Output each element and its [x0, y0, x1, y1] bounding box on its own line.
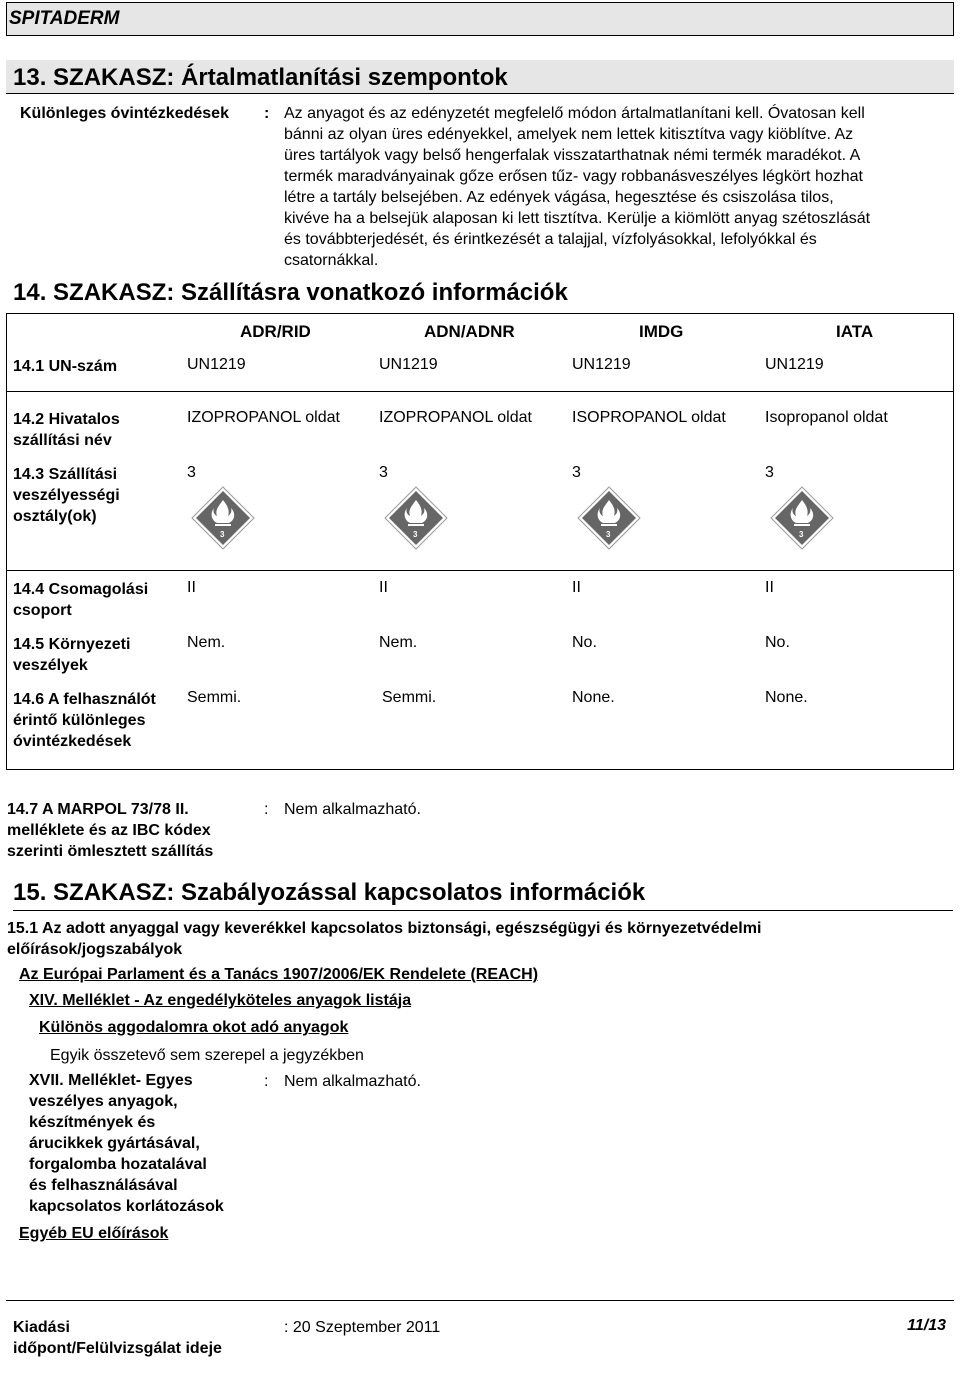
annex-17-value: Nem alkalmazható. [284, 1073, 421, 1090]
env-iata: No. [765, 634, 790, 651]
packing-adr: II [187, 579, 196, 596]
colon: : [264, 1073, 269, 1090]
brand-name: SPITADERM [9, 8, 120, 29]
footer-date: : 20 Szeptember 2011 [284, 1319, 441, 1336]
row-class-label: 14.3 Szállítási veszélyességi osztály(ok) [13, 466, 120, 525]
marpol-value: Nem alkalmazható. [284, 801, 421, 818]
annex-14-heading: XIV. Melléklet - Az engedélyköteles anyagok listája [29, 992, 412, 1009]
marpol-label: 14.7 A MARPOL 73/78 II. melléklete és az IBC kódex szerinti ömlesztett szállítás [7, 801, 214, 860]
col-adr-rid: ADR/RID [240, 322, 311, 341]
section-13-title: 13. SZAKASZ: Ártalmatlanítási szempontok [13, 64, 508, 91]
un-iata: UN1219 [765, 356, 824, 373]
packing-imdg: II [572, 579, 581, 596]
un-adn: UN1219 [379, 356, 438, 373]
packing-iata: II [765, 579, 774, 596]
row-divider [6, 570, 954, 571]
hazard-pictogram-imdg [577, 486, 641, 550]
user-adn: Semmi. [382, 689, 437, 706]
class-iata: 3 [765, 464, 774, 481]
user-adr: Semmi. [187, 689, 242, 706]
section-14-title: 14. SZAKASZ: Szállításra vonatkozó információk [13, 279, 568, 306]
reach-heading: Az Európai Parlament és a Tanács 1907/2006/EK Rendelete (REACH) [19, 966, 539, 983]
footer-divider [6, 1300, 954, 1301]
hazard-pictogram-adr [191, 486, 255, 550]
row-un-label: 14.1 UN-szám [13, 358, 118, 375]
row-env-label: 14.5 Környezeti veszélyek [13, 636, 131, 674]
pictogram-class-number: 3 [606, 530, 611, 539]
header-bar [6, 2, 954, 36]
user-iata: None. [765, 689, 808, 706]
page-number: 11/13 [907, 1317, 946, 1334]
pictogram-class-number: 3 [799, 530, 804, 539]
col-imdg: IMDG [639, 322, 684, 341]
other-eu-heading: Egyéb EU előírások [19, 1225, 169, 1242]
section-15-1-title: 15.1 Az adott anyaggal vagy keverékkel kapcsolatos biztonsági, egészségügyi és környezetvédelmi előírások/jogszabályok [7, 920, 762, 958]
pictogram-class-number: 3 [220, 530, 225, 539]
colon: : [264, 801, 269, 818]
env-imdg: No. [572, 634, 597, 651]
hazard-pictogram-adn [384, 486, 448, 550]
un-imdg: UN1219 [572, 356, 631, 373]
env-adr: Nem. [187, 634, 226, 651]
hazard-pictogram-iata [770, 486, 834, 550]
row-packing-label: 14.4 Csomagolási csoport [13, 581, 149, 619]
row-user-label: 14.6 A felhasználót érintő különleges óvintézkedések [13, 691, 156, 750]
col-adn-adnr: ADN/ADNR [424, 322, 515, 341]
name-iata: Isopropanol oldat [765, 409, 888, 426]
name-imdg: ISOPROPANOL oldat [572, 409, 726, 426]
disposal-text: Az anyagot és az edényzetét megfelelő módon ártalmatlanítani kell. Óvatosan kell bánni az olyan üres edényekkel, amelyek nem lettek kitisztítva vagy kiöblítve. Az üres tartályok vagy belső hengerfalak visszatarthatnak némi termék maradékot. A termék maradványainak gőze erősen tűz- vagy robbanásveszélyes légkört hozhat létre a tartály belsejében. Az edények vágása, hegesztése és csiszolása tilos, kivéve ha a belsejük alaposan ki lett tisztítva. Kerülje a kiömlött anyag szétoszlását és továbbterjedését, és érintkezését a talajjal, vízfolyásokkal, lefolyókkal és csatornákkal. [284, 105, 871, 269]
user-imdg: None. [572, 689, 615, 706]
special-precautions-label: Különleges óvintézkedések [20, 105, 229, 122]
svhc-heading: Különös aggodalomra okot adó anyagok [39, 1019, 349, 1036]
col-iata: IATA [836, 322, 874, 341]
name-adn: IZOPROPANOL oldat [379, 409, 532, 426]
class-adn: 3 [379, 464, 388, 481]
un-adr: UN1219 [187, 356, 246, 373]
footer-label: Kiadási időpont/Felülvizsgálat ideje [13, 1319, 222, 1357]
annex-17-label: XVII. Melléklet- Egyes veszélyes anyagok, készítmények és árucikkek gyártásával, forgalomba hozatalával és felhasználásával kapcsolatos korlátozások [29, 1072, 224, 1215]
colon: : [264, 105, 270, 122]
class-imdg: 3 [572, 464, 581, 481]
pictogram-class-number: 3 [413, 530, 418, 539]
section-15-title: 15. SZAKASZ: Szabályozással kapcsolatos információk [13, 879, 953, 911]
packing-adn: II [379, 579, 388, 596]
class-adr: 3 [187, 464, 196, 481]
env-adn: Nem. [379, 634, 418, 651]
name-adr: IZOPROPANOL oldat [187, 409, 340, 426]
row-divider [6, 391, 954, 392]
svhc-text: Egyik összetevő sem szerepel a jegyzékben [50, 1047, 364, 1064]
row-name-label: 14.2 Hivatalos szállítási név [13, 411, 120, 449]
